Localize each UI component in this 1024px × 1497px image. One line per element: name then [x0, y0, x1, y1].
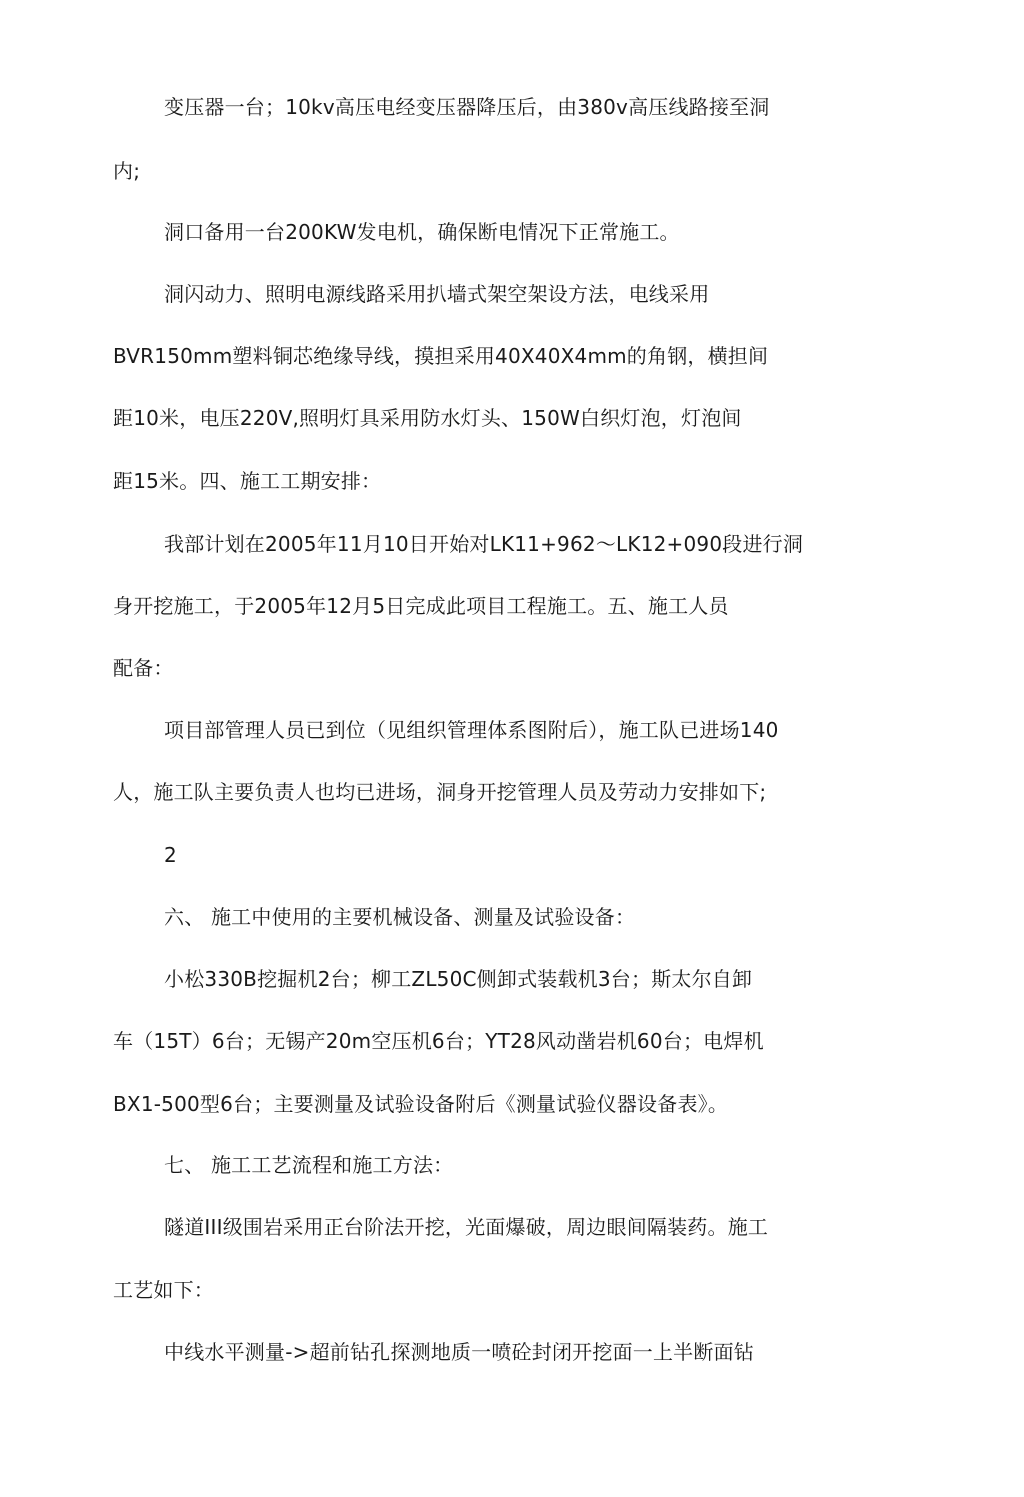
paragraph-line: 配备： [113, 656, 174, 680]
paragraph-line: 小松330B挖掘机2台；柳工ZL50C侧卸式装载机3台；斯太尔自卸 [164, 967, 753, 991]
paragraph-line: BX1-500型6台；主要测量及试验设备附后《测量试验仪器设备表》。 [113, 1092, 729, 1116]
paragraph-line: 我部计划在2005年11月10日开始对LK11+962～LK12+090段进行洞 [164, 532, 804, 556]
paragraph-line: 工艺如下： [113, 1278, 214, 1302]
paragraph-line: BVR150mm塑料铜芯绝缘导线，摸担采用40X40X4mm的角钢，横担间 [113, 344, 769, 368]
paragraph-line: 中线水平测量->超前钻孔探测地质一喷砼封闭开挖面一上半断面钻 [164, 1340, 754, 1364]
paragraph-line: 变压器一台；10kv高压电经变压器降压后，由380v高压线路接至洞 [164, 95, 770, 119]
section-heading: 七、 施工工艺流程和施工方法： [164, 1153, 454, 1177]
paragraph-line: 洞口备用一台200KW发电机，确保断电情况下正常施工。 [164, 220, 680, 244]
section-heading: 六、 施工中使用的主要机械设备、测量及试验设备： [164, 905, 636, 929]
paragraph-line: 距15米。四、施工工期安排： [113, 469, 382, 493]
paragraph-line: 人，施工队主要负责人也均已进场，洞身开挖管理人员及劳动力安排如下; [113, 780, 767, 804]
paragraph-line: 洞闪动力、照明电源线路采用扒墙式架空架设方法，电线采用 [164, 282, 710, 306]
paragraph-line: 项目部管理人员已到位（见组织管理体系图附后），施工队已进场140 [164, 718, 779, 742]
paragraph-line: 距10米，电压220V,照明灯具采用防水灯头、150W白织灯泡，灯泡间 [113, 406, 742, 430]
paragraph-line: 身开挖施工，于2005年12月5日完成此项目工程施工。五、施工人员 [113, 594, 729, 618]
paragraph-line: 隧道III级围岩采用正台阶法开挖，光面爆破，周边眼间隔装药。施工 [164, 1215, 769, 1239]
paragraph-line: 内; [113, 159, 141, 183]
page-number: 2 [164, 843, 177, 867]
paragraph-line: 车（15T）6台；无锡产20m空压机6台；YT28风动凿岩机60台；电焊机 [113, 1029, 764, 1053]
